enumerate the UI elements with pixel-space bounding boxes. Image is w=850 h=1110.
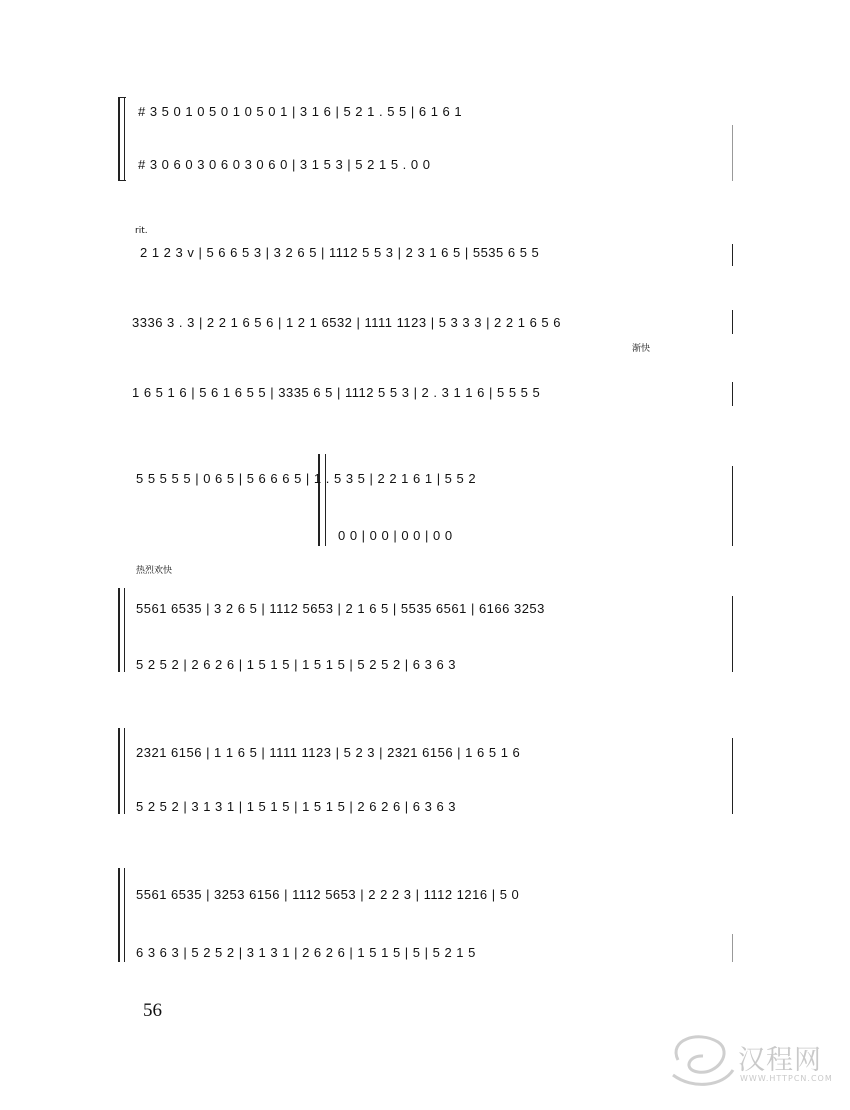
staff-upper: 2321 6156 | 1 1 6 5 | 1111 1123 | 5 2 3 | 2321 6156 | 1 6 5 1 6: [136, 745, 521, 760]
system-brace: [318, 454, 320, 546]
tempo-jian-kuai: 渐快: [632, 344, 651, 354]
tempo-rit: rit.: [135, 226, 148, 236]
brace-inner-line: [124, 97, 125, 181]
system-1: [118, 95, 738, 185]
system-7: [118, 722, 738, 818]
system-brace: [118, 588, 120, 672]
staff-upper: 5561 6535 | 3 2 6 5 | 1112 5653 | 2 1 6 5 | 5535 6561 | 6166 3253: [136, 601, 545, 616]
staff-melody: 2 1 2 3 v | 5 6 6 5 3 | 3 2 6 5 | 1112 5 5 3 | 2 3 1 6 5 | 5535 6 5 5: [140, 245, 540, 260]
staff-lower: 6 3 6 3 | 5 2 5 2 | 3 1 3 1 | 2 6 2 6 | 1 5 1 5 | 5 | 5 2 1 5: [136, 945, 476, 960]
staff-lower: 0 0 | 0 0 | 0 0 | 0 0: [338, 528, 453, 543]
staff-upper: 5 5 5 5 5 | 0 6 5 | 5 6 6 6 5 | 1 . 5 3 5 | 2 2 1 6 1 | 5 5 2: [136, 471, 477, 486]
system-brace: [118, 728, 120, 814]
watermark-url: WWW.HTTPCN.COM: [740, 1074, 833, 1083]
staff-upper: # 3 5 0 1 0 5 0 1 0 5 0 1 | 3 1 6 | 5 2 1 . 5 5 | 6 1 6 1: [138, 104, 463, 119]
system-4: [118, 362, 738, 408]
tempo-re-lie: 热烈欢快: [136, 566, 173, 576]
system-5: [118, 450, 738, 550]
end-barline: [732, 125, 733, 181]
page-number: 56: [143, 1000, 162, 1021]
system-6: [118, 582, 738, 676]
watermark-text: 汉程网: [738, 1045, 822, 1076]
staff-lower: # 3 0 6 0 3 0 6 0 3 0 6 0 | 3 1 5 3 | 5 2 1 5 . 0 0: [138, 157, 431, 172]
staff-melody: 1 6 5 1 6 | 5 6 1 6 5 5 | 3335 6 5 | 1112 5 5 3 | 2 . 3 1 1 6 | 5 5 5 5: [132, 385, 541, 400]
system-8: [118, 862, 738, 970]
staff-lower: 5 2 5 2 | 2 6 2 6 | 1 5 1 5 | 1 5 1 5 | 5 2 5 2 | 6 3 6 3: [136, 657, 457, 672]
system-brace: [118, 868, 120, 962]
staff-lower: 5 2 5 2 | 3 1 3 1 | 1 5 1 5 | 1 5 1 5 | 2 6 2 6 | 6 3 6 3: [136, 799, 457, 814]
system-2: [118, 228, 738, 268]
staff-melody: 3336 3 . 3 | 2 2 1 6 5 6 | 1 2 1 6532 | 1111 1123 | 5 3 3 3 | 2 2 1 6 5 6: [132, 315, 562, 330]
system-brace: [118, 97, 120, 181]
system-3: [118, 292, 738, 336]
staff-upper: 5561 6535 | 3253 6156 | 1112 5653 | 2 2 2 3 | 1112 1216 | 5 0: [136, 887, 520, 902]
